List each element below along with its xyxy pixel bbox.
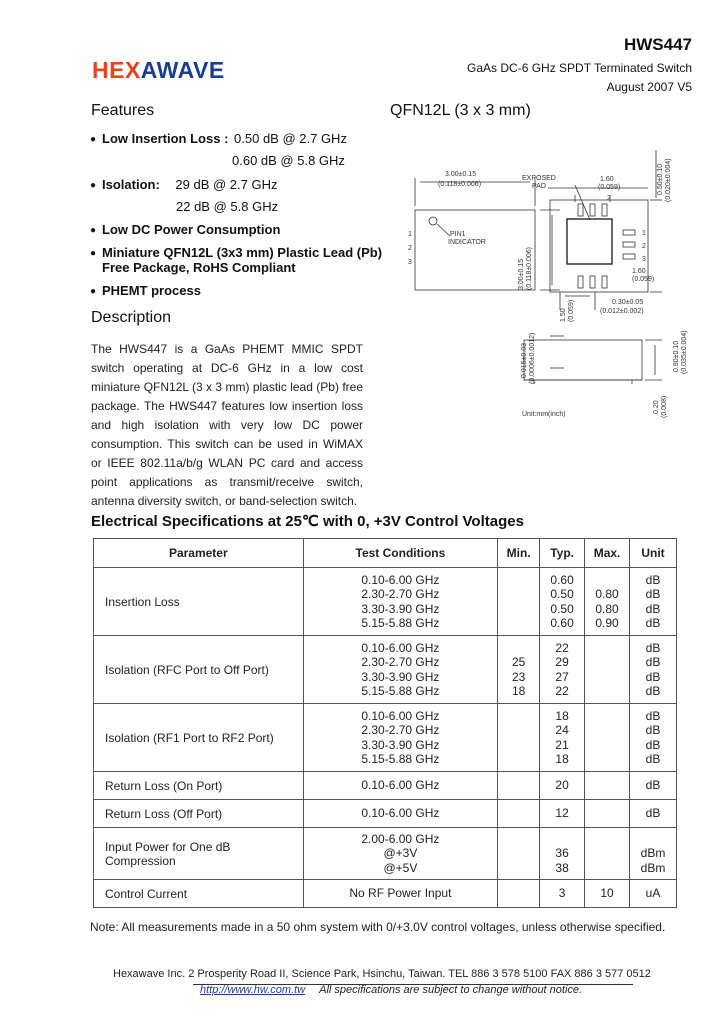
table-row: [94, 800, 677, 828]
min-value: [498, 723, 539, 738]
features-heading: Features: [91, 102, 155, 119]
side-view-outline: [524, 340, 642, 380]
max-value: 0.80: [595, 601, 619, 616]
package-title: QFN12L (3 x 3 mm): [390, 102, 531, 119]
feature-item: ● Isolation: 29 dB @ 2.7 GHz: [90, 177, 278, 192]
max-value: 10: [600, 886, 614, 901]
param-cell: [94, 880, 304, 908]
typ-value: 0.60: [550, 572, 574, 587]
min-value: [498, 616, 539, 631]
col-header: Min.: [498, 539, 540, 568]
typ-value: 24: [555, 723, 569, 737]
min-value: [498, 861, 539, 876]
typ-value: [540, 832, 584, 847]
logo-text-x: X: [124, 57, 141, 83]
feature-label: Low Insertion Loss :: [102, 131, 229, 146]
footer-links: [200, 984, 582, 996]
feature-label: PHEMT process: [102, 283, 201, 298]
measurement-note: Note: All measurements made in a 50 ohm system with 0/+3.0V control voltages, unless otherwise specified.: [90, 920, 666, 934]
table-header-row: [94, 539, 677, 568]
cond-value: 2.30-2.70 GHz: [361, 587, 440, 601]
cond-value: 2.30-2.70 GHz: [361, 655, 440, 669]
unit-value: dBm: [640, 846, 666, 861]
cond-value: 0.10-6.00 GHz: [361, 572, 440, 587]
feature-label: Miniature QFN12L (3x3 mm) Plastic Lead (Pb): [102, 245, 383, 260]
max-value: 0.90: [595, 616, 619, 630]
max-value: [585, 806, 629, 821]
feature-value: 22 dB @ 5.8 GHz: [176, 199, 279, 214]
pin-1: 1: [408, 231, 412, 238]
company-logo: [92, 57, 225, 84]
spec-table: [93, 538, 677, 908]
exposed-label: EXPOSED: [522, 175, 556, 182]
cond-cell: [303, 704, 498, 772]
min-value: [498, 641, 539, 656]
table-row: [94, 636, 677, 704]
h1-dim-inch: (0.0006±0.0012): [529, 332, 536, 384]
col-header: Max.: [585, 539, 630, 568]
param-label: Isolation (RF1 Port to RF2 Port): [105, 730, 274, 745]
unit-cell: [630, 704, 677, 772]
typ-value: 18: [555, 708, 569, 723]
description-heading: Description: [91, 309, 172, 326]
max-cell: [585, 636, 630, 704]
pitch-dim-inch: (0.020±0.004): [665, 158, 672, 202]
unit-value: dB: [645, 806, 661, 821]
top-pin-2: 2: [607, 195, 611, 202]
min-value: [498, 573, 539, 588]
feature-item: ● Miniature QFN12L (3x3 mm) Plastic Lead (Pb): [90, 245, 383, 260]
typ-value: 36: [555, 846, 569, 861]
min-value: [498, 846, 539, 861]
unit-value: dB: [645, 572, 661, 587]
feature-item: ● PHEMT process: [90, 283, 201, 298]
unit-cell: [630, 568, 677, 636]
pin-2: 2: [408, 245, 412, 252]
table-row: [94, 880, 677, 908]
max-value: [585, 573, 629, 588]
max-value: [585, 723, 629, 738]
part-description: GaAs DC-6 GHz SPDT Terminated Switch: [467, 61, 692, 75]
indicator-label: INDICATOR: [448, 239, 486, 246]
bottom-dim: 1.50: [560, 308, 567, 322]
param-cell: [94, 704, 304, 772]
typ-value: 18: [555, 752, 569, 766]
cond-value: 2.00-6.00 GHz: [361, 831, 440, 846]
unit-value: uA: [645, 886, 661, 901]
min-value: 18: [511, 684, 526, 698]
unit-value: dB: [645, 723, 661, 737]
min-value: [498, 752, 539, 767]
feature-value: 0.50 dB @ 2.7 GHz: [234, 131, 347, 146]
h3-dim-inch: (0.008): [661, 395, 668, 418]
unit-value: dB: [645, 684, 661, 698]
col-header: Typ.: [540, 539, 585, 568]
cond-value: 0.10-6.00 GHz: [361, 778, 440, 793]
feature-label: Low DC Power Consumption: [102, 222, 281, 237]
typ-cell: [540, 880, 585, 908]
min-value: [498, 709, 539, 724]
min-cell: [498, 880, 540, 908]
cond-value: 3.30-3.90 GHz: [361, 601, 440, 616]
min-value: [498, 738, 539, 753]
unit-value: dB: [645, 778, 661, 793]
typ-cell: [540, 772, 585, 800]
col-header: Unit: [630, 539, 677, 568]
document-date: August 2007 V5: [606, 80, 692, 94]
param-label: Return Loss (Off Port): [105, 806, 223, 821]
param-label: Insertion Loss: [105, 594, 180, 609]
cond-value: 0.10-6.00 GHz: [361, 708, 440, 723]
typ-value: 0.50: [550, 601, 574, 616]
unit-cell: [630, 800, 677, 828]
pad-label: PAD: [532, 183, 546, 190]
pad-width: 1.60: [600, 176, 614, 183]
typ-value: 22: [555, 684, 569, 698]
typ-value: 0.60: [550, 616, 574, 630]
min-cell: [498, 704, 540, 772]
max-value: [585, 778, 629, 793]
typ-value: 12: [555, 806, 569, 821]
feature-label: Isolation:: [102, 177, 160, 192]
cond-value: 5.15-5.88 GHz: [361, 752, 440, 766]
cond-value: 5.15-5.88 GHz: [361, 684, 440, 698]
min-value: [498, 886, 539, 901]
max-value: [585, 752, 629, 767]
company-url-link[interactable]: http://www.hw.com.tw: [200, 984, 306, 996]
side-dim: 3.00±0.15: [518, 258, 525, 290]
part-number: HWS447: [623, 35, 692, 54]
description-text: The HWS447 is a GaAs PHEMT MMIC SPDT switch operating at DC-6 GHz in a low cost miniature QFN12L (3 x 3 mm) plastic lead (Pb) free package. The HWS447 features low insertion loss and high isolation with very low DC power consumption. This switch can be used in WiMAX or IEEE 802.11a/b/g WLAN PC card and access point applications as transmit/receive switch, antenna diversity switch, or band-selection switch.: [91, 342, 363, 508]
bottom-dim-inch: (0.059): [568, 299, 575, 322]
min-value: [498, 778, 539, 793]
typ-value: 38: [555, 860, 569, 875]
max-value: [585, 670, 629, 685]
min-value: [498, 832, 539, 847]
unit-value: dB: [645, 669, 661, 684]
max-value: [585, 709, 629, 724]
typ-value: 20: [555, 778, 569, 793]
pin1-dot: [429, 217, 437, 225]
logo-text-he: HE: [92, 57, 125, 83]
max-value: [585, 738, 629, 753]
cond-value: 3.30-3.90 GHz: [361, 669, 440, 684]
min-cell: [498, 828, 540, 880]
right-dim: 1.60: [632, 268, 646, 275]
typ-cell: [540, 800, 585, 828]
unit-value: dB: [645, 752, 661, 766]
typ-value: 21: [555, 737, 569, 752]
unit-cell: [630, 636, 677, 704]
param-cell: [94, 828, 304, 880]
max-value: [585, 655, 629, 670]
table-row: [94, 568, 677, 636]
unit-label: Unit:mm(inch): [522, 411, 566, 418]
min-cell: [498, 636, 540, 704]
table-row: [94, 704, 677, 772]
lead-width: 0.30±0.05: [612, 299, 644, 306]
max-cell: [585, 704, 630, 772]
top-view-outline: [415, 210, 535, 290]
cond-value: No RF Power Input: [349, 886, 452, 901]
cond-value: 5.15-5.88 GHz: [361, 616, 440, 630]
unit-value: [630, 832, 676, 847]
unit-value: dB: [645, 601, 661, 616]
unit-value: dB: [645, 655, 661, 669]
col-header: Test Conditions: [303, 539, 498, 568]
unit-value: dB: [645, 737, 661, 752]
min-value: [498, 602, 539, 617]
logo-text-awave: AWAVE: [140, 57, 225, 83]
min-value: 23: [511, 669, 526, 684]
pin-3: 3: [408, 259, 412, 266]
feature-label-cont: Free Package, RoHS Compliant: [102, 260, 296, 275]
typ-value: 22: [555, 640, 569, 655]
table-row: [94, 772, 677, 800]
max-value: [585, 861, 629, 876]
typ-value: 27: [555, 669, 569, 684]
cond-value: 0.10-6.00 GHz: [361, 806, 440, 821]
param-label: Control Current: [105, 886, 188, 901]
typ-cell: [540, 636, 585, 704]
min-value: [498, 587, 539, 602]
min-cell: [498, 800, 540, 828]
max-cell: [585, 772, 630, 800]
bottom-pin-1: 1: [642, 230, 646, 237]
exposed-pad: [567, 219, 612, 264]
unit-value: dB: [645, 640, 661, 655]
unit-value: dB: [645, 616, 661, 630]
max-value: [585, 641, 629, 656]
unit-cell: [630, 828, 677, 880]
bottom-pin-2: 2: [642, 243, 646, 250]
min-value: 25: [511, 655, 526, 669]
feature-item: ● Low Insertion Loss : 0.50 dB @ 2.7 GHz: [90, 131, 347, 146]
unit-value: dBm: [640, 860, 666, 875]
param-label: Input Power for One dB Compression: [105, 839, 231, 868]
table-row: [94, 828, 677, 880]
max-cell: [585, 880, 630, 908]
feature-value: 0.60 dB @ 5.8 GHz: [232, 153, 345, 168]
bottom-pin-3: 3: [642, 256, 646, 263]
col-header: Parameter: [94, 539, 304, 568]
cond-value: 2.30-2.70 GHz: [361, 723, 440, 737]
param-cell: [94, 772, 304, 800]
pin1-label: PIN1: [450, 231, 466, 238]
max-cell: [585, 800, 630, 828]
cond-value: 0.10-6.00 GHz: [361, 640, 440, 655]
typ-cell: [540, 828, 585, 880]
cond-cell: [303, 800, 498, 828]
max-cell: [585, 828, 630, 880]
max-value: [585, 846, 629, 861]
dim-width-inch: (0.118±0.006): [438, 181, 482, 188]
h2-dim: 0.90±0.10: [673, 340, 680, 372]
cond-value: @+5V: [383, 860, 418, 875]
package-outline-drawing: [400, 140, 700, 430]
feature-value: 29 dB @ 2.7 GHz: [175, 177, 278, 192]
h1-dim: 0.015±0.03: [521, 343, 528, 378]
feature-item: ● Low DC Power Consumption: [90, 222, 281, 237]
cond-cell: [303, 880, 498, 908]
side-dim-inch: (0.118±0.006): [526, 246, 533, 290]
footer-disclaimer: All specifications are subject to change without notice.: [319, 984, 583, 996]
pad-width-inch: (0.059): [598, 184, 621, 191]
min-cell: [498, 568, 540, 636]
cond-cell: [303, 636, 498, 704]
lead-width-inch: (0.012±0.002): [600, 308, 644, 315]
cond-value: 3.30-3.90 GHz: [361, 737, 440, 752]
h3-dim: 0.20: [653, 400, 660, 414]
min-value: [498, 806, 539, 821]
typ-cell: [540, 568, 585, 636]
h2-dim-inch: (0.035±0.004): [681, 330, 688, 374]
min-cell: [498, 772, 540, 800]
dim-width: 3.00±0.15: [445, 171, 477, 178]
typ-value: 0.50: [550, 587, 574, 601]
unit-value: dB: [645, 708, 661, 723]
param-cell: [94, 636, 304, 704]
cond-cell: [303, 772, 498, 800]
param-cell: [94, 800, 304, 828]
cond-cell: [303, 568, 498, 636]
spec-table-title: Electrical Specifications at 25℃ with 0, +3V Control Voltages: [91, 513, 524, 530]
cond-cell: [303, 828, 498, 880]
param-label: Return Loss (On Port): [105, 778, 223, 793]
max-value: [585, 684, 629, 699]
right-dim-inch: (0.059): [632, 276, 655, 283]
typ-cell: [540, 704, 585, 772]
max-cell: [585, 568, 630, 636]
param-cell: [94, 568, 304, 636]
pitch-dim: 0.50±0.10: [657, 163, 664, 195]
unit-cell: [630, 880, 677, 908]
typ-value: 29: [555, 655, 569, 669]
unit-value: dB: [645, 587, 661, 601]
typ-value: 3: [558, 886, 566, 901]
cond-value: @+3V: [383, 846, 418, 861]
max-value: 0.80: [595, 587, 619, 601]
unit-cell: [630, 772, 677, 800]
footer-address: Hexawave Inc. 2 Prosperity Road II, Science Park, Hsinchu, Taiwan. TEL 886 3 578 5100 FAX 886 3 577 0512: [113, 968, 651, 980]
param-label: Isolation (RFC Port to Off Port): [105, 662, 269, 677]
max-value: [585, 832, 629, 847]
